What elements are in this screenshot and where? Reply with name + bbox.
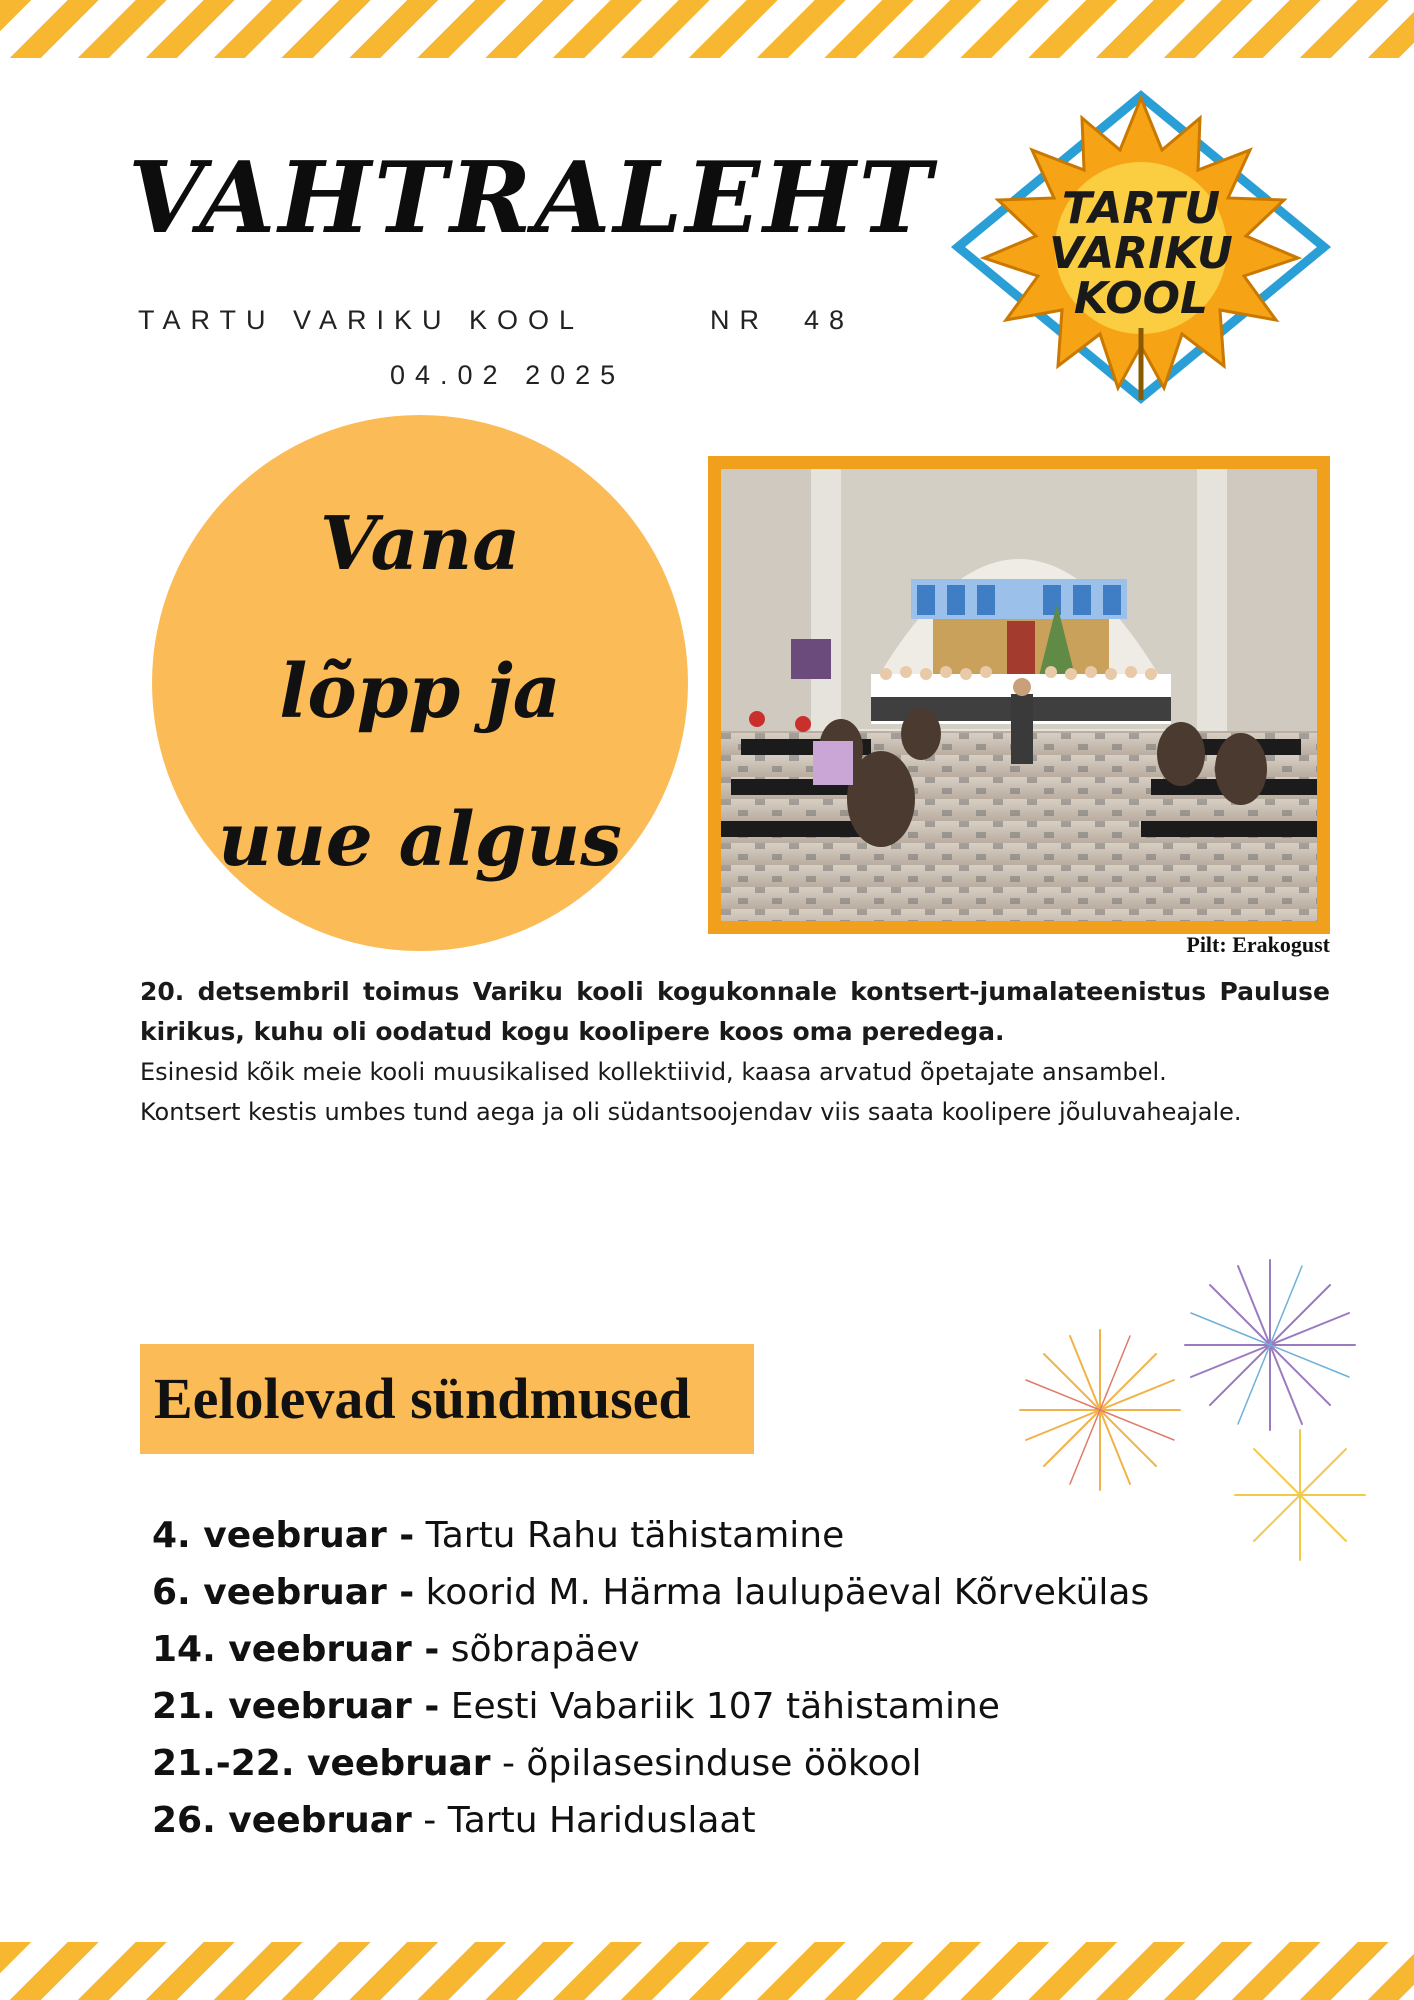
event-text: - Tartu Hariduslaat xyxy=(411,1800,756,1841)
event-date: 6. veebruar - xyxy=(152,1572,415,1613)
event-item xyxy=(152,1792,1149,1849)
school-logo xyxy=(950,88,1332,406)
event-text: Eesti Vabariik 107 tähistamine xyxy=(439,1686,1000,1727)
logo-text-line2: VARIKU xyxy=(1049,228,1233,279)
headline-circle xyxy=(152,415,688,951)
event-text: Tartu Rahu tähistamine xyxy=(414,1515,845,1556)
event-item xyxy=(152,1678,1149,1735)
event-item xyxy=(152,1735,1149,1792)
event-item xyxy=(152,1621,1149,1678)
event-text: sõbrapäev xyxy=(439,1629,640,1670)
event-text: - õpilasesinduse öökool xyxy=(490,1743,922,1784)
logo-text-line3: KOOL xyxy=(1073,273,1209,324)
church-concert-photo xyxy=(721,469,1317,921)
article-paragraph: Kontsert kestis umbes tund aega ja oli südantsoojendav viis saata koolipere jõuluvaheajale. xyxy=(140,1098,1242,1126)
article-paragraph: Esinesid kõik meie kooli muusikalised kollektiivid, kaasa arvatud õpetajate ansambel. xyxy=(140,1058,1167,1086)
issue-date: 04.02 2025 xyxy=(390,360,626,390)
article-lead: 20. detsembril toimus Variku kooli kogukonnale kontsert-jumalateenistus Pauluse kirikus, kuhu oli oodatud kogu koolipere koos oma peredega. xyxy=(140,977,1330,1046)
event-date: 21. veebruar - xyxy=(152,1686,440,1727)
headline-line: Vana xyxy=(319,501,521,587)
firework-yellow xyxy=(1235,1430,1365,1560)
event-text: koorid M. Härma laulupäeval Kõrvekülas xyxy=(414,1572,1150,1613)
event-date: 21.-22. veebruar xyxy=(152,1743,491,1784)
event-date: 4. veebruar - xyxy=(152,1515,415,1556)
top-stripe-border xyxy=(0,0,1414,58)
feature-headline xyxy=(152,470,688,914)
photo-frame xyxy=(708,456,1330,934)
events-list xyxy=(152,1507,1149,1849)
feature-article xyxy=(140,972,1330,1132)
logo-text-line1: TARTU xyxy=(1061,183,1221,234)
headline-line: uue algus xyxy=(218,797,622,883)
event-date: 26. veebruar xyxy=(152,1800,412,1841)
events-heading: Eelolevad sündmused xyxy=(140,1344,754,1454)
headline-line: lõpp ja xyxy=(279,649,561,735)
event-item xyxy=(152,1564,1149,1621)
event-date: 14. veebruar - xyxy=(152,1629,440,1670)
event-item xyxy=(152,1507,1149,1564)
school-name: TARTU VARIKU KOOL xyxy=(138,305,585,335)
photo-credit: Pilt: Erakogust xyxy=(1186,932,1330,957)
bottom-stripe-border xyxy=(0,1942,1414,2000)
issue-number: NR 48 xyxy=(710,305,855,335)
newsletter-title: VAHTRALEHT xyxy=(128,141,935,256)
